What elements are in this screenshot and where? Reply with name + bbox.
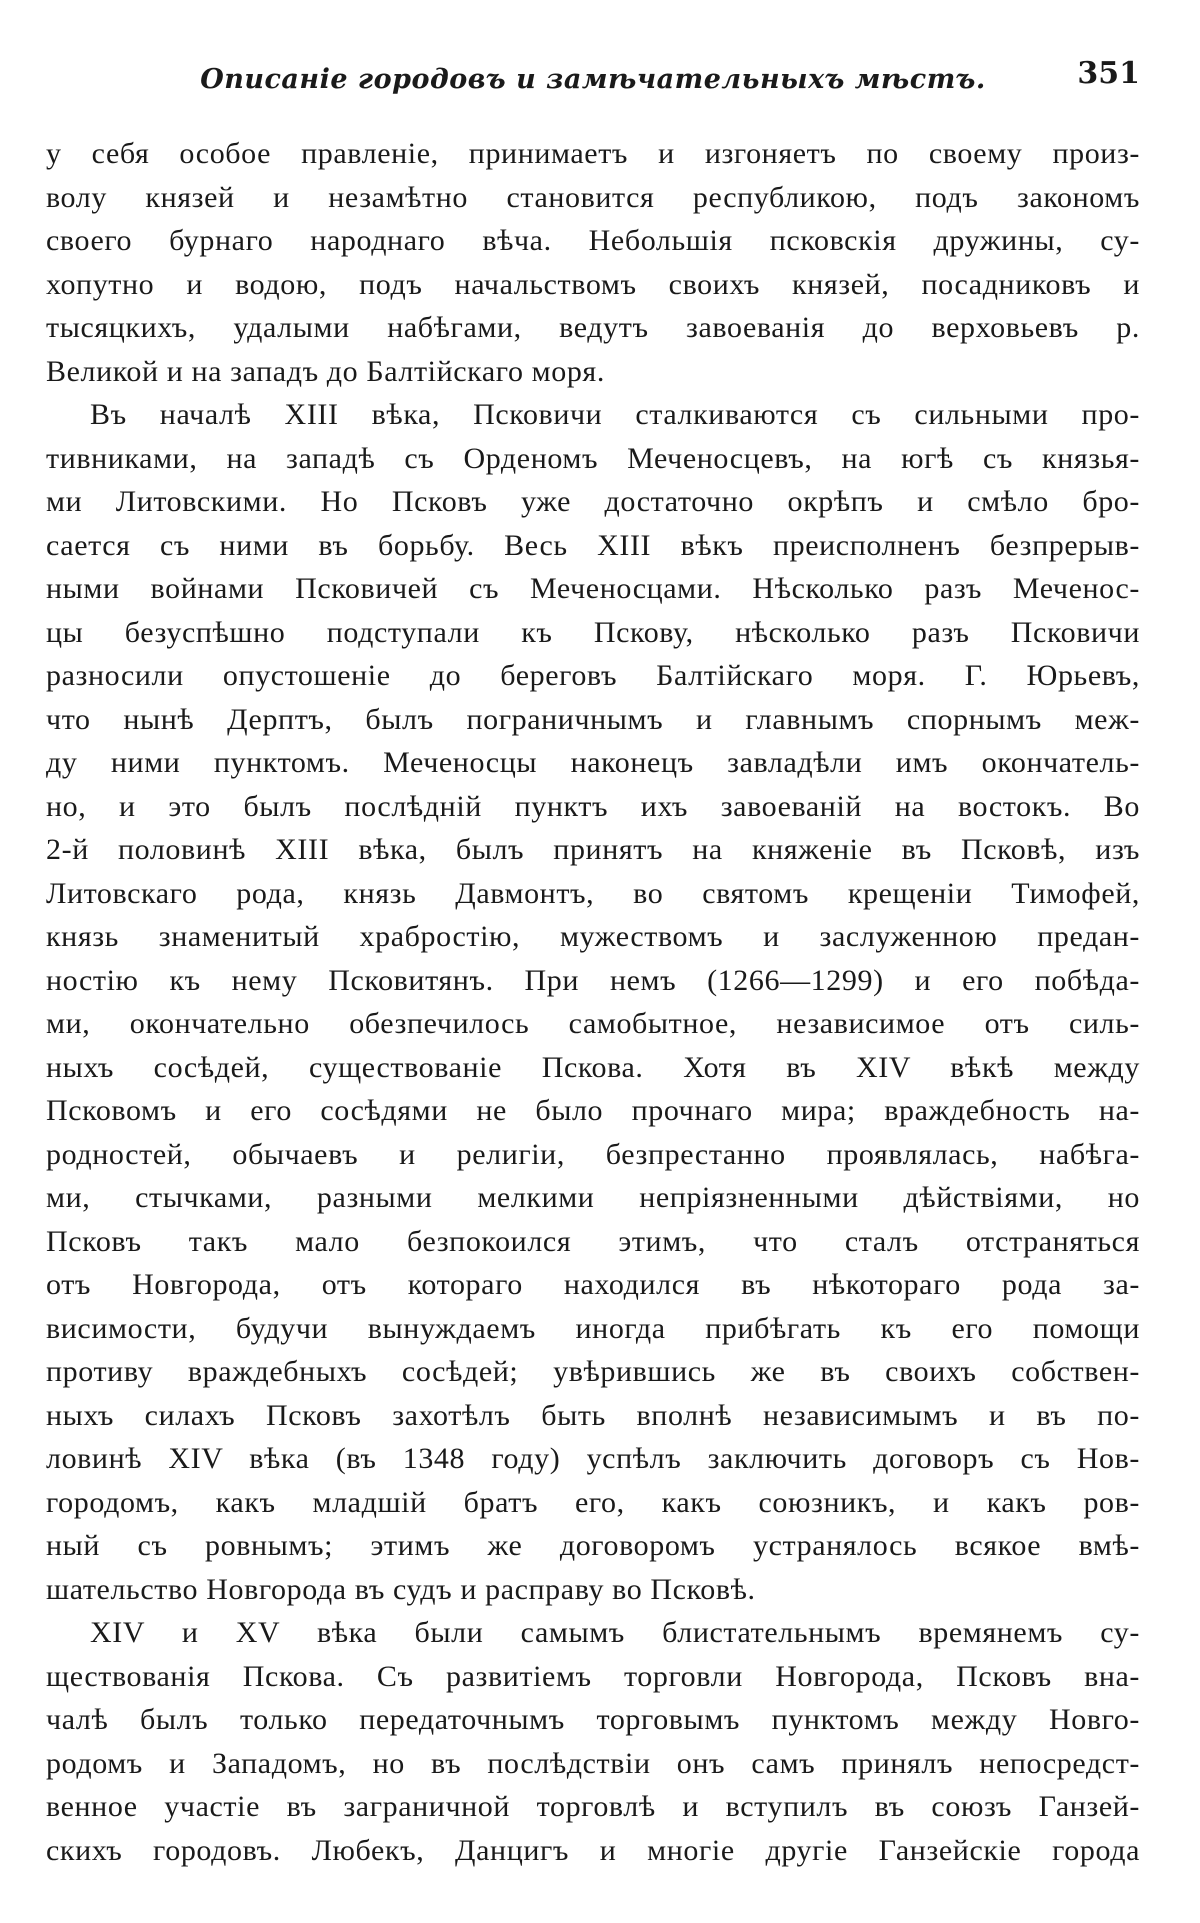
text-line: разносили опустошеніе до береговъ Балтійскаго моря. Г. Юрьевъ,	[46, 659, 1140, 692]
text-line: родомъ и Западомъ, но въ послѣдствіи онъ самъ принялъ непосредст-	[46, 1746, 1140, 1780]
text-line: Великой и на западъ до Балтійскаго моря.	[46, 354, 605, 388]
text-line: шательство Новгорода въ судъ и расправу во Псковѣ.	[46, 1572, 756, 1606]
text-line: Литовскаго рода, князь Давмонтъ, во святомъ крещеніи Тимофей,	[46, 876, 1140, 910]
text-line: 2-й половинѣ XIII вѣка, былъ принятъ на княженіе въ Псковѣ, изъ	[46, 833, 1140, 866]
text-line: ловинѣ XIV вѣка (въ 1348 году) успѣлъ заключить договоръ съ Нов-	[46, 1442, 1140, 1475]
body-text	[46, 132, 1140, 1872]
paragraph	[46, 1611, 1140, 1872]
text-line: что нынѣ Дерптъ, былъ пограничнымъ и главнымъ спорнымъ меж-	[46, 702, 1140, 736]
text-line: ду ними пунктомъ. Меченосцы наконецъ завладѣли имъ окончатель-	[46, 746, 1140, 779]
text-line: ми, стычками, разными мелкими непріязненными дѣйствіями, но	[46, 1181, 1140, 1214]
text-line: Въ началѣ XIII вѣка, Псковичи сталкиваются съ сильными про-	[90, 398, 1140, 431]
text-line: ный съ ровнымъ; этимъ же договоромъ устранялось всякое вмѣ-	[46, 1529, 1140, 1562]
text-line: своего бурнаго народнаго вѣча. Небольшія псковскія дружины, су-	[46, 224, 1140, 257]
text-line: противу враждебныхъ сосѣдей; увѣрившись же въ своихъ собствен-	[46, 1355, 1140, 1388]
text-line: цы безуспѣшно подступали къ Пскову, нѣсколько разъ Псковичи	[46, 615, 1140, 649]
text-line: но, и это былъ послѣдній пунктъ ихъ завоеваній на востокъ. Во	[46, 789, 1140, 823]
text-line: ми, окончательно обезпечилось самобытное, независимое отъ силь-	[46, 1007, 1140, 1040]
running-head-title: Описаніе городовъ и замѣчательныхъ мѣстъ.	[200, 64, 986, 95]
text-line: ными войнами Псковичей съ Меченосцами. Нѣсколько разъ Меченос-	[46, 572, 1140, 605]
text-line: висимости, будучи вынуждаемъ иногда прибѣгать къ его помощи	[46, 1311, 1140, 1345]
running-head	[46, 50, 1140, 110]
text-line: чалѣ былъ только передаточнымъ торговымъ пунктомъ между Новго-	[46, 1703, 1140, 1736]
text-line: тивниками, на западѣ съ Орденомъ Меченосцевъ, на югѣ съ князья-	[46, 441, 1140, 475]
text-line: ныхъ сосѣдей, существованіе Пскова. Хотя въ XIV вѣкѣ между	[46, 1050, 1140, 1084]
text-line: отъ Новгорода, отъ котораго находился въ нѣкотораго рода за-	[46, 1268, 1140, 1301]
text-line: ныхъ силахъ Псковъ захотѣлъ быть вполнѣ независимымъ и въ по-	[46, 1398, 1140, 1432]
text-line: князь знаменитый храбростію, мужествомъ и заслуженною предан-	[46, 920, 1140, 953]
paragraph	[46, 132, 1140, 393]
text-line: ностію къ нему Псковитянъ. При немъ (1266—1299) и его побѣда-	[46, 963, 1140, 997]
text-line: хопутно и водою, подъ начальствомъ своихъ князей, посадниковъ и	[46, 267, 1140, 301]
text-line: венное участіе въ заграничной торговлѣ и вступилъ въ союзъ Ганзей-	[46, 1790, 1140, 1823]
text-line: городомъ, какъ младшій братъ его, какъ союзникъ, и какъ ров-	[46, 1485, 1140, 1519]
text-line: ществованія Пскова. Съ развитіемъ торговли Новгорода, Псковъ вна-	[46, 1659, 1140, 1693]
book-page	[46, 50, 1140, 1900]
page-number: 351	[1077, 56, 1140, 91]
text-line: ми Литовскими. Но Псковъ уже достаточно окрѣпъ и смѣло бро-	[46, 485, 1140, 518]
text-line: тысяцкихъ, удалыми набѣгами, ведутъ завоеванія до верховьевъ р.	[46, 311, 1140, 344]
text-line: XIV и XV вѣка были самымъ блистательнымъ времянемъ су-	[90, 1616, 1140, 1649]
text-line: у себя особое правленіе, принимаетъ и изгоняетъ по своему произ-	[46, 137, 1140, 170]
text-line: волу князей и незамѣтно становится республикою, подъ закономъ	[46, 180, 1140, 214]
text-line: скихъ городовъ. Любекъ, Данцигъ и многіе другіе Ганзейскіе города	[46, 1833, 1140, 1867]
text-line: сается съ ними въ борьбу. Весь XIII вѣкъ преисполненъ безпрерыв-	[46, 528, 1140, 562]
paragraph	[46, 393, 1140, 1611]
text-line: Псковомъ и его сосѣдями не было прочнаго мира; враждебность на-	[46, 1094, 1140, 1127]
text-line: Псковъ такъ мало безпокоился этимъ, что сталъ отстраняться	[46, 1224, 1140, 1258]
text-line: родностей, обычаевъ и религіи, безпрестанно проявлялась, набѣга-	[46, 1137, 1140, 1171]
